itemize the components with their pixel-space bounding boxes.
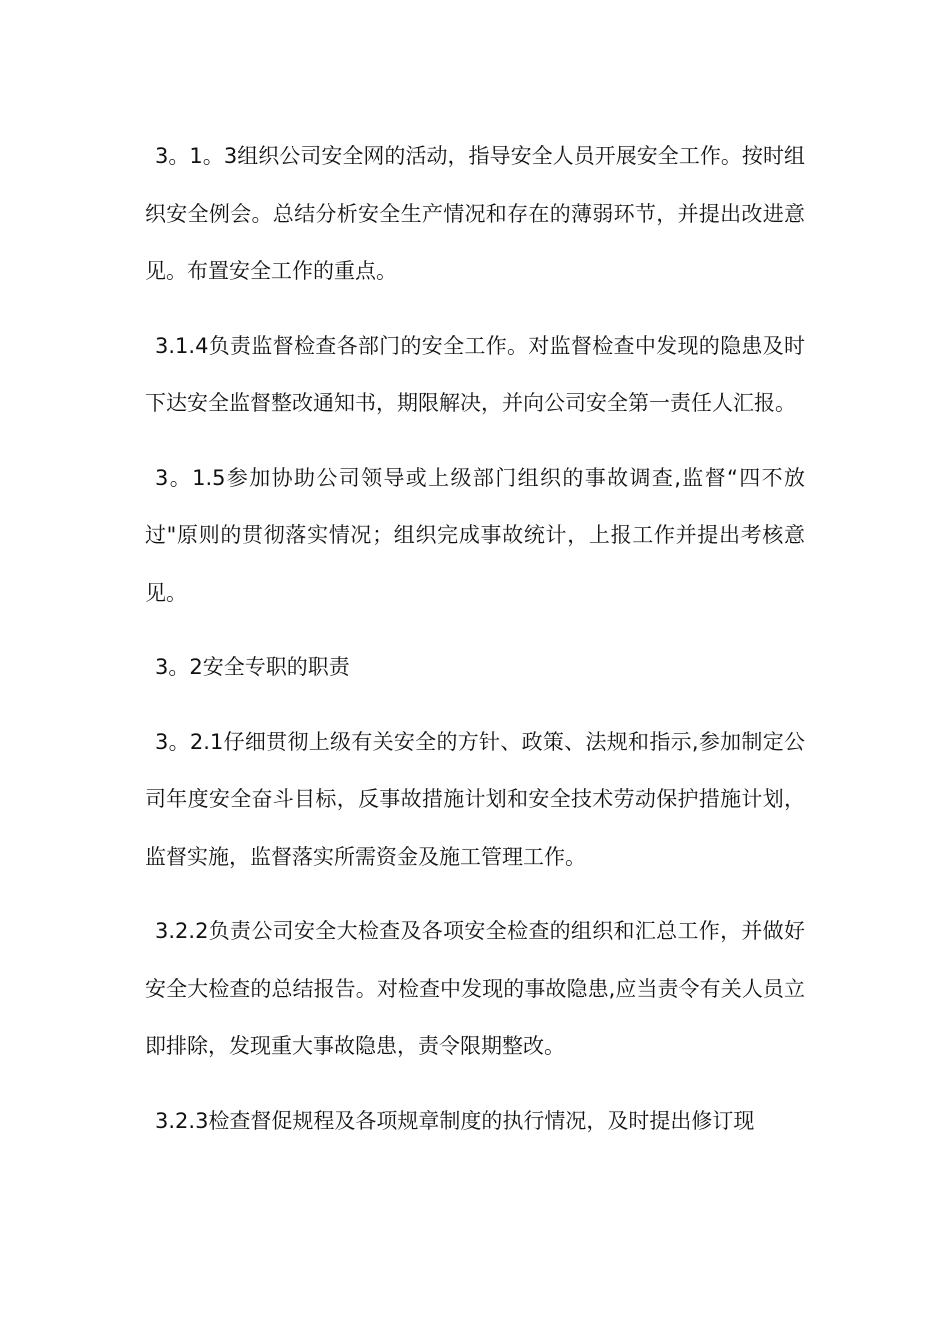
paragraph-3-2-2: 3.2.2负责公司安全大检查及各项安全检查的组织和汇总工作，并做好安全大检查的总结报告。对检查中发现的事故隐患,应当责令有关人员立即排除，发现重大事故隐患，责令限期整改。	[145, 919, 805, 1058]
paragraph-3-2-3: 3.2.3检查督促规程及各项规章制度的执行情况，及时提出修订现	[155, 1108, 755, 1133]
section-heading-3-2: 3。2安全专职的职责	[155, 655, 350, 679]
paragraph-3-1-5: 3。1.5参加协助公司领导或上级部门组织的事故调查,监督“四不放过"原则的贯彻落实情况；组织完成事故统计，上报工作并提出考核意见。	[145, 465, 805, 605]
paragraph-3-2-1: 3。2.1仔细贯彻上级有关安全的方针、政策、法规和指示,参加制定公司年度安全奋斗目标，反事故措施计划和安全技术劳动保护措施计划，监督实施，监督落实所需资金及施工管理工作。	[145, 729, 805, 869]
document-body	[145, 128, 805, 1167]
paragraph-3-1-3: 3。1。3组织公司安全网的活动，指导安全人员开展安全工作。按时组织安全例会。总结分析安全生产情况和存在的薄弱环节，并提出改进意见。布置安全工作的重点。	[145, 144, 805, 283]
paragraph-3-1-4: 3.1.4负责监督检查各部门的安全工作。对监督检查中发现的隐患及时下达安全监督整改通知书，期限解决，并向公司安全第一责任人汇报。	[145, 333, 805, 415]
